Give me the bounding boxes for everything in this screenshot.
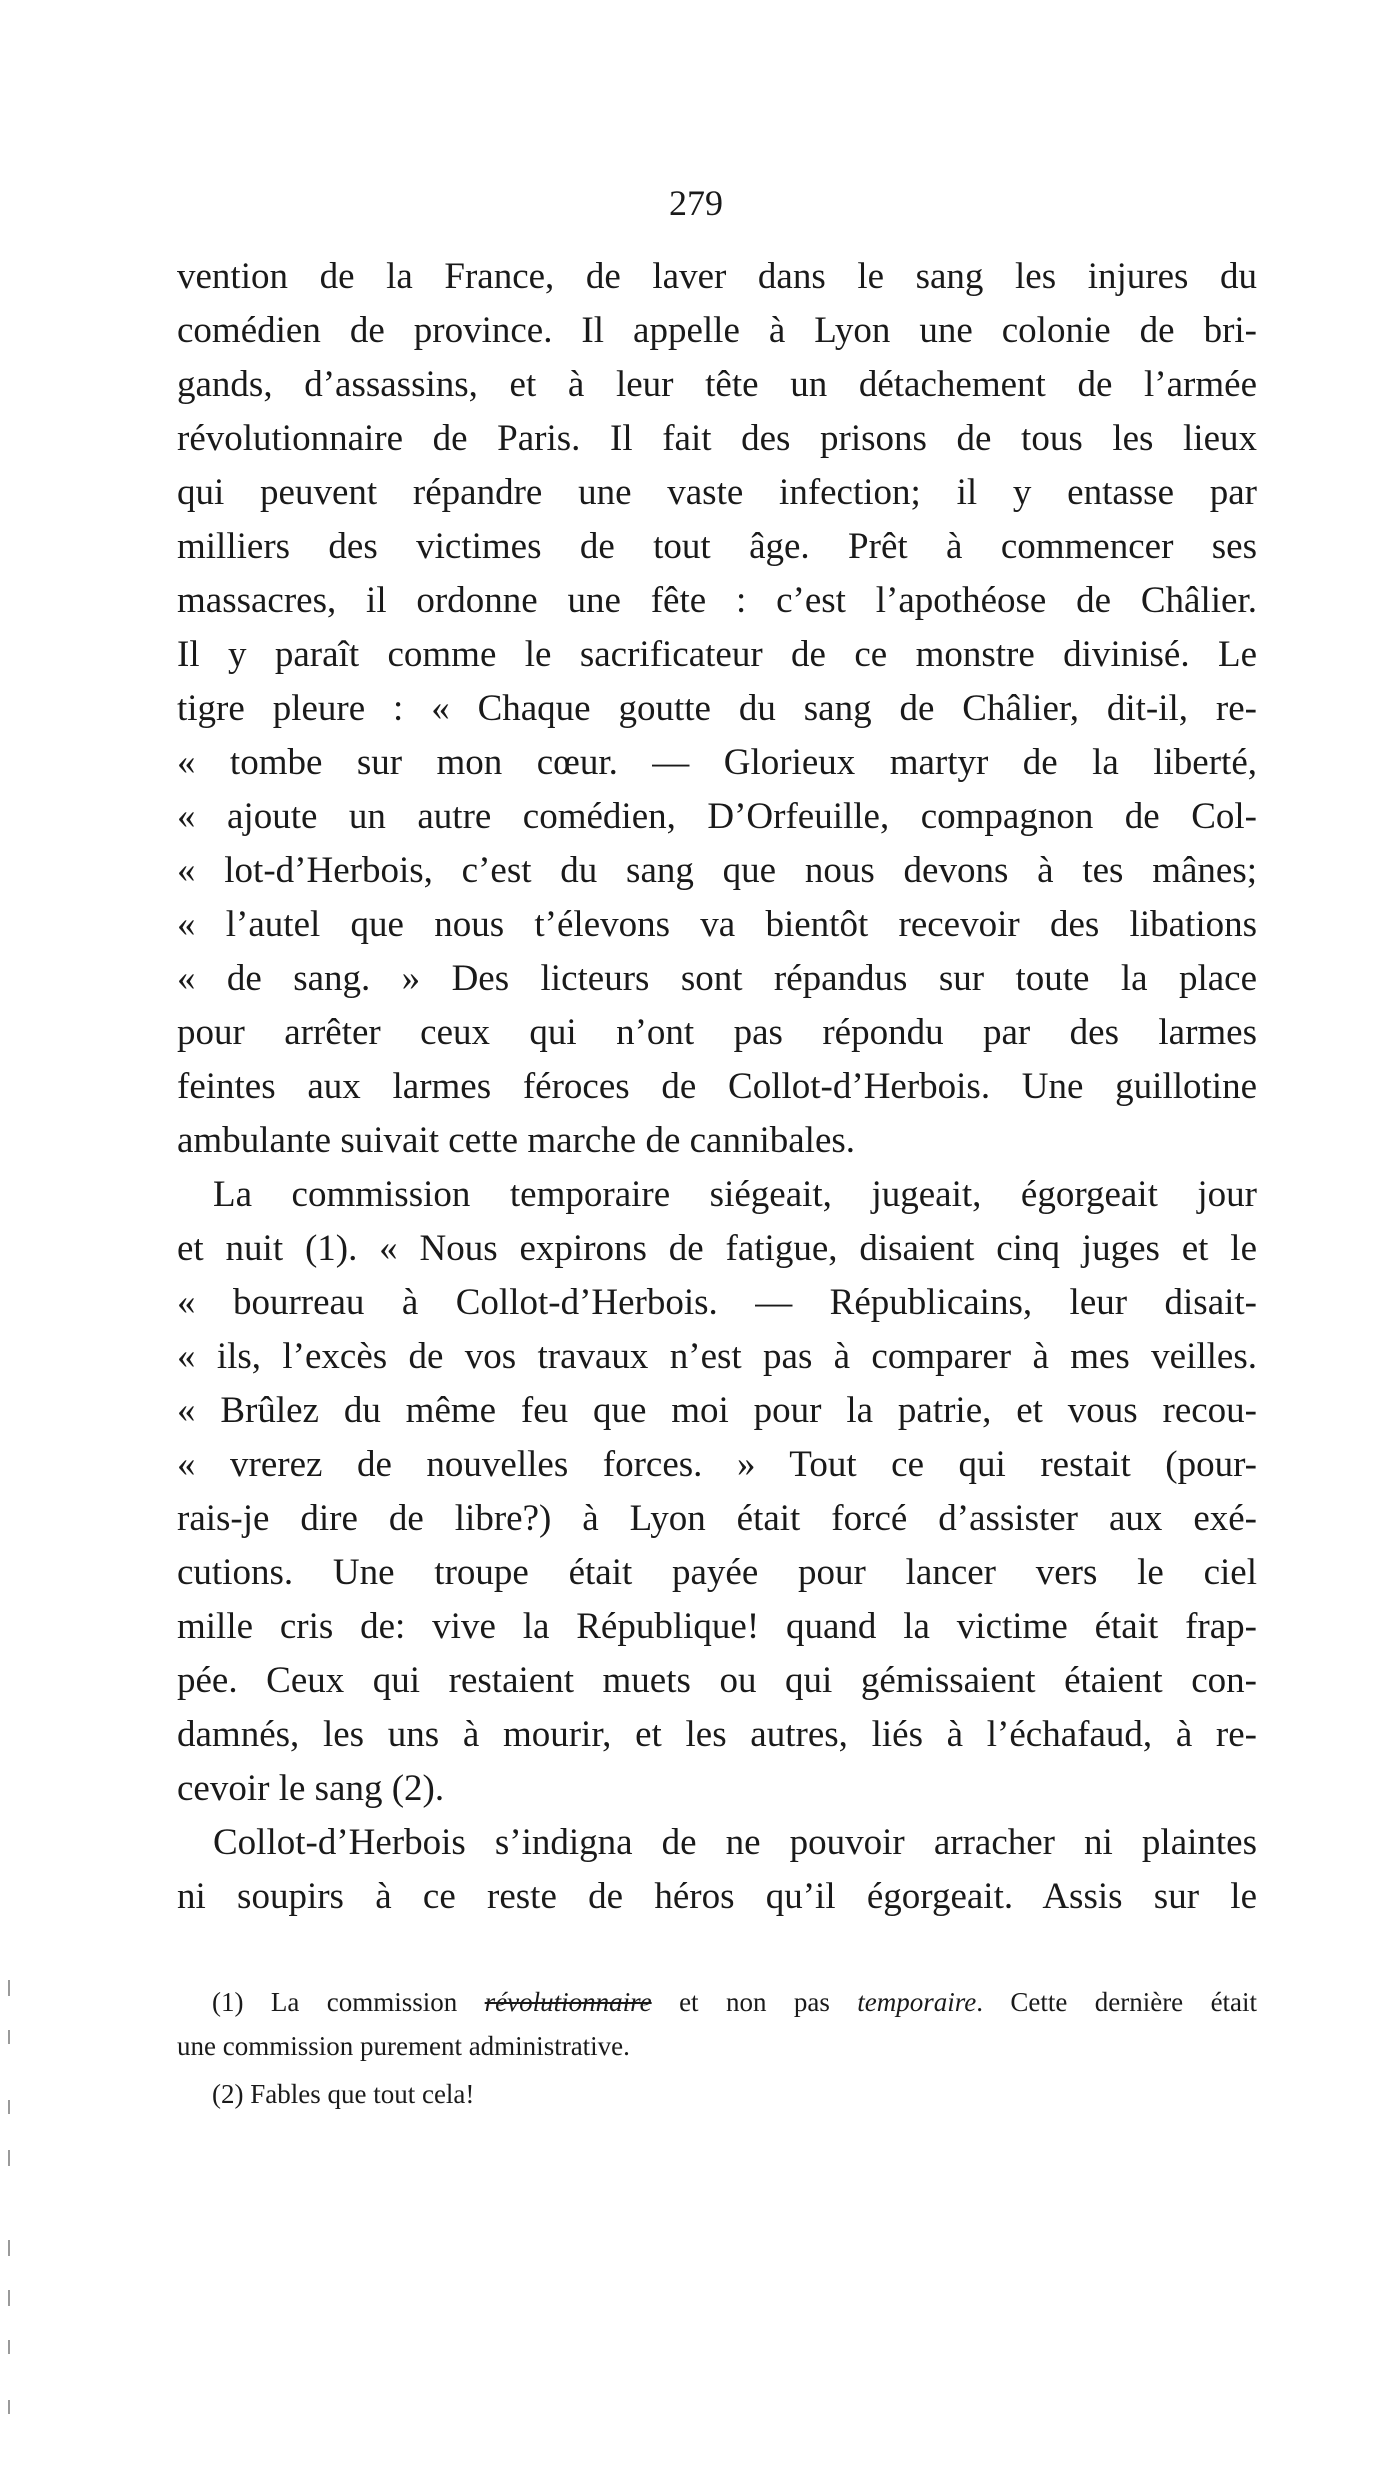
text-line: « l’autel que nous t’élevons va bientôt recevoir des libations <box>177 904 1257 945</box>
text-line: vention de la France, de laver dans le sang les injures du <box>177 256 1257 297</box>
footnote-1-marker: (1) <box>212 1987 244 2017</box>
margin-mark <box>8 2400 10 2414</box>
margin-mark <box>8 2290 10 2306</box>
text-line: « tombe sur mon cœur. — Glorieux martyr de la liberté, <box>177 742 1257 783</box>
footnote-2: (2) Fables que tout cela! <box>212 2079 475 2109</box>
footnote-1-italic-word: temporaire <box>857 1987 977 2017</box>
margin-mark <box>8 2100 10 2114</box>
footnote-1-text-a: La commission <box>270 1987 458 2017</box>
margin-mark <box>8 2150 10 2166</box>
text-line: « ajoute un autre comédien, D’Orfeuille, compagnon de Col- <box>177 796 1257 837</box>
text-line: milliers des victimes de tout âge. Prêt à commencer ses <box>177 526 1257 567</box>
footnote-1-struck-word: révolutionnaire <box>484 1987 652 2017</box>
text-line: Il y paraît comme le sacrificateur de ce monstre divinisé. Le <box>177 634 1257 675</box>
text-line: pée. Ceux qui restaient muets ou qui gémissaient étaient con- <box>177 1660 1257 1701</box>
text-line: feintes aux larmes féroces de Collot-d’Herbois. Une guillotine <box>177 1066 1257 1107</box>
text-line: rais-je dire de libre?) à Lyon était forcé d’assister aux exé- <box>177 1498 1257 1539</box>
text-line: mille cris de: vive la République! quand la victime était frap- <box>177 1606 1257 1647</box>
margin-mark <box>8 1980 10 1996</box>
text-line: gands, d’assassins, et à leur tête un détachement de l’armée <box>177 364 1257 405</box>
text-line: ambulante suivait cette marche de cannibales. <box>177 1120 856 1161</box>
text-line: pour arrêter ceux qui n’ont pas répondu par des larmes <box>177 1012 1257 1053</box>
text-line: et nuit (1). « Nous expirons de fatigue, disaient cinq juges et le <box>177 1228 1257 1269</box>
page-number: 279 <box>669 183 723 223</box>
text-line: cutions. Une troupe était payée pour lancer vers le ciel <box>177 1552 1257 1593</box>
text-line: qui peuvent répandre une vaste infection; il y entasse par <box>177 472 1257 513</box>
text-line: « Brûlez du même feu que moi pour la patrie, et vous recou- <box>177 1390 1257 1431</box>
text-line: La commission temporaire siégeait, jugeait, égorgeait jour <box>213 1174 1257 1215</box>
text-line: Collot-d’Herbois s’indigna de ne pouvoir arracher ni plaintes <box>213 1822 1257 1863</box>
footnote-1-text-c: . Cette dernière était <box>976 1987 1258 2017</box>
footnote-1-text-b: et non pas <box>679 1987 830 2017</box>
footnote-1 <box>212 1980 1257 2024</box>
text-line: « ils, l’excès de vos travaux n’est pas à comparer à mes veilles. <box>177 1336 1257 1377</box>
text-line: comédien de province. Il appelle à Lyon une colonie de bri- <box>177 310 1257 351</box>
margin-mark <box>8 2340 10 2354</box>
text-line: massacres, il ordonne une fête : c’est l’apothéose de Châlier. <box>177 580 1257 621</box>
margin-mark <box>8 2240 10 2256</box>
margin-mark <box>8 2030 10 2044</box>
text-line: cevoir le sang (2). <box>177 1768 445 1809</box>
text-line: ni soupirs à ce reste de héros qu’il égorgeait. Assis sur le <box>177 1876 1257 1917</box>
text-line: « de sang. » Des licteurs sont répandus sur toute la place <box>177 958 1257 999</box>
text-line: « vrerez de nouvelles forces. » Tout ce qui restait (pour- <box>177 1444 1257 1485</box>
text-line: damnés, les uns à mourir, et les autres, liés à l’échafaud, à re- <box>177 1714 1257 1755</box>
text-line: « lot-d’Herbois, c’est du sang que nous devons à tes mânes; <box>177 850 1257 891</box>
footnote-1-continuation: une commission purement administrative. <box>177 2031 630 2061</box>
text-line: « bourreau à Collot-d’Herbois. — Républicains, leur disait- <box>177 1282 1257 1323</box>
text-line: tigre pleure : « Chaque goutte du sang de Châlier, dit-il, re- <box>177 688 1257 729</box>
text-line: révolutionnaire de Paris. Il fait des prisons de tous les lieux <box>177 418 1257 459</box>
